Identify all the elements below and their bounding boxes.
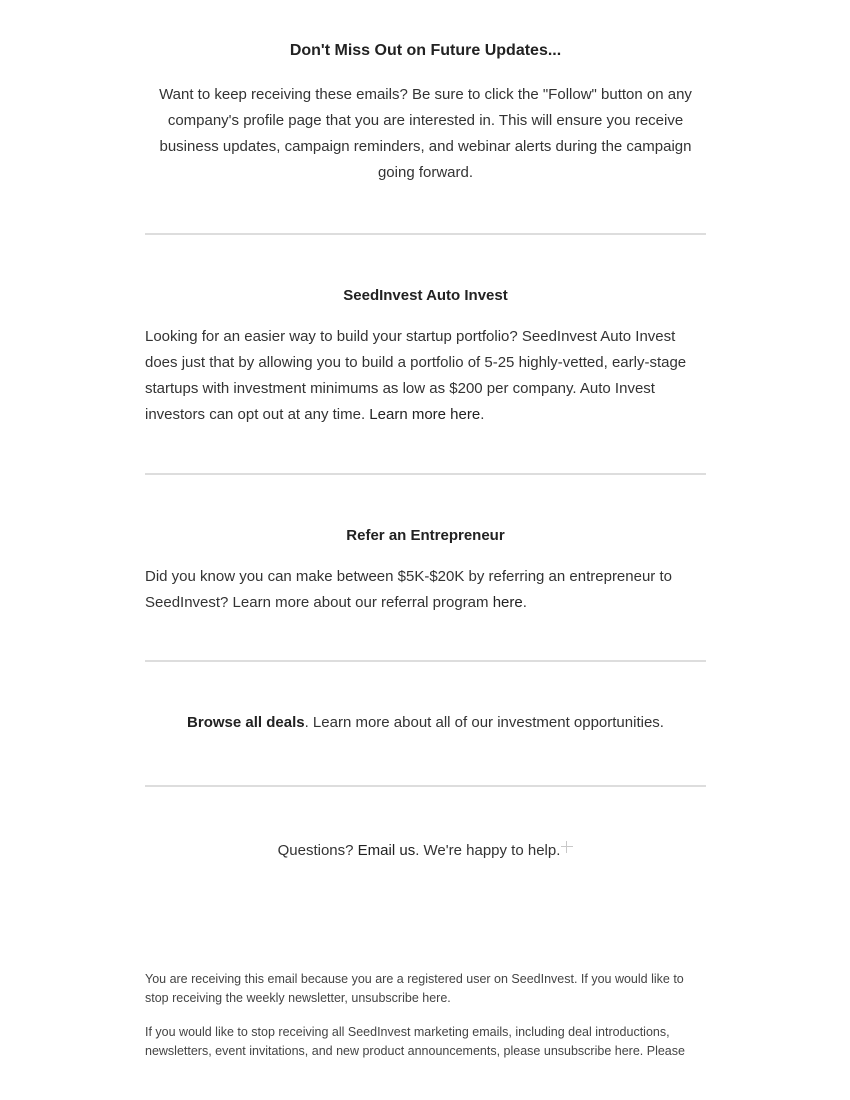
footer-p2-text: If you would like to stop receiving all SeedInvest marketing emails, including deal introductions, newsletters, event invitations, and new product announcements, please bbox=[145, 1025, 670, 1058]
plus-icon bbox=[561, 841, 573, 853]
footer bbox=[145, 970, 706, 1061]
footer-marketing-notice bbox=[145, 1023, 706, 1061]
footer-p1-text: You are receiving this email because you are a registered user on SeedInvest. If you would like to stop receiving the weekly newsletter, bbox=[145, 972, 684, 1005]
unsubscribe-newsletter-link[interactable]: unsubscribe here bbox=[351, 991, 448, 1005]
auto-invest-body-text: Looking for an easier way to build your startup portfolio? SeedInvest Auto Invest does just that by allowing you to build a portfolio of 5-25 highly-vetted, early-stage startups with investment minimums as low as $200 per company. Auto Invest investors can opt out at any time. bbox=[145, 328, 687, 423]
browse-section bbox=[145, 710, 706, 736]
refer-here-link[interactable]: here bbox=[492, 594, 523, 611]
questions-section bbox=[145, 838, 706, 864]
questions-text bbox=[145, 838, 706, 864]
refer-link-suffix: . bbox=[522, 594, 527, 611]
section-divider bbox=[145, 233, 706, 235]
section-divider bbox=[145, 785, 706, 787]
questions-prefix: Questions? bbox=[277, 842, 354, 859]
section-divider bbox=[145, 473, 706, 475]
refer-body-text: Did you know you can make between $5K-$20K by referring an entrepreneur to SeedInvest? Learn more about our referral program bbox=[145, 568, 672, 611]
refer-title: Refer an Entrepreneur bbox=[346, 527, 505, 544]
footer-p1-end: . bbox=[447, 991, 451, 1005]
follow-section bbox=[145, 42, 706, 186]
auto-invest-learn-more-link[interactable]: Learn more here bbox=[369, 406, 481, 423]
browse-all-deals-link[interactable]: Browse all deals bbox=[187, 714, 305, 731]
follow-section-title: Don't Miss Out on Future Updates... bbox=[289, 42, 562, 59]
follow-section-body: Want to keep receiving these emails? Be sure to click the "Follow" button on any company's profile page that you are interested in. This will ensure you receive business updates, campaign reminders, and webinar alerts during the campaign going forward. bbox=[159, 86, 692, 181]
browse-description: . Learn more about all of our investment opportunities. bbox=[304, 714, 664, 731]
auto-invest-title: SeedInvest Auto Invest bbox=[343, 287, 508, 304]
section-divider bbox=[145, 660, 706, 662]
refer-body bbox=[145, 564, 706, 616]
email-us-link[interactable]: Email us bbox=[357, 842, 416, 859]
auto-invest-section bbox=[145, 287, 706, 428]
browse-text bbox=[145, 710, 706, 736]
auto-invest-link-suffix: . bbox=[480, 406, 485, 423]
refer-section bbox=[145, 527, 706, 616]
footer-p2-end: . Please bbox=[639, 1044, 685, 1058]
unsubscribe-all-link[interactable]: unsubscribe here bbox=[543, 1044, 640, 1058]
footer-newsletter-notice bbox=[145, 970, 706, 1008]
questions-suffix: . We're happy to help. bbox=[415, 842, 561, 859]
auto-invest-body bbox=[145, 324, 706, 428]
